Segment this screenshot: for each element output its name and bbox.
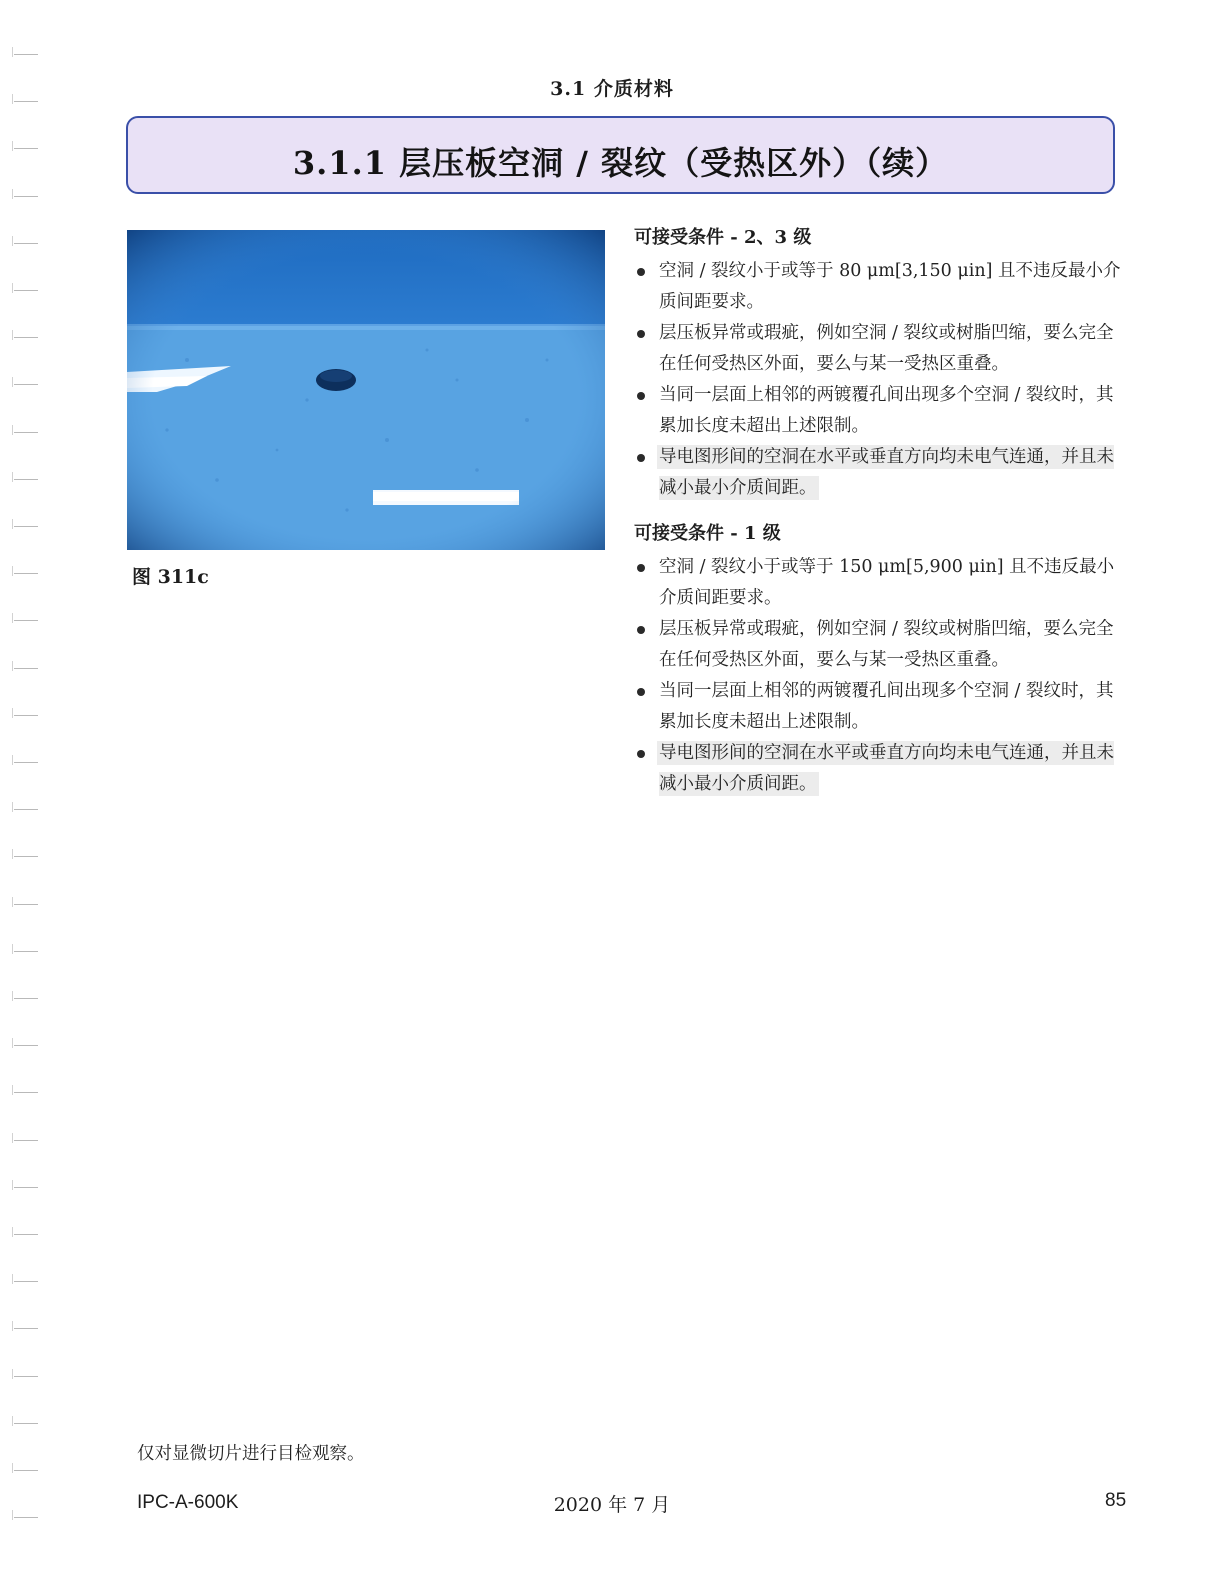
page-title: 3.1.1 层压板空洞 / 裂纹（受热区外）（续） [292,144,949,182]
title-banner [126,116,1115,194]
binder-tick [14,196,38,197]
binder-tick [14,337,38,338]
bullet-icon [637,454,645,462]
binder-tick [14,243,38,244]
binder-tick [14,1328,38,1329]
binder-tick [14,1517,38,1518]
list-item: 当同一层面上相邻的两镀覆孔间出现多个空洞 / 裂纹时，其累加长度未超出上述限制。 [634,676,1124,738]
binder-tick [14,951,38,952]
microsection-image [127,230,605,550]
list-item: 当同一层面上相邻的两镀覆孔间出现多个空洞 / 裂纹时，其累加长度未超出上述限制。 [634,380,1124,442]
bullet-icon [637,330,645,338]
binder-tick [14,1140,38,1141]
binder-tick [14,148,38,149]
binder-tick [14,1423,38,1424]
binder-tick [14,904,38,905]
binder-tick [14,1281,38,1282]
binder-tick [14,384,38,385]
bullet-icon [637,564,645,572]
page-number: 85 [1105,1490,1127,1511]
binder-tick [14,668,38,669]
binder-tick [14,479,38,480]
binder-tick [14,1092,38,1093]
list-item: 导电图形间的空洞在水平或垂直方向均未电气连通，并且未减小最小介质间距。 [634,738,1124,800]
list-item: 导电图形间的空洞在水平或垂直方向均未电气连通，并且未减小最小介质间距。 [634,442,1124,504]
footnote: 仅对显微切片进行目检观察。 [137,1444,365,1464]
binder-tick [14,620,38,621]
binder-tick [14,1234,38,1235]
binder-tick [14,101,38,102]
section-label: 3.1 介质材料 [550,78,674,100]
acceptable-class-1 [634,522,1124,800]
footer-doc-id: IPC-A-600K [137,1492,239,1513]
binder-tick [14,1470,38,1471]
microsection-photo [127,230,605,550]
binder-tick [14,54,38,55]
binder-tick [14,290,38,291]
footer-date: 2020 年 7 月 [553,1494,671,1516]
bullet-icon [637,750,645,758]
bullet-icon [637,268,645,276]
binder-tick [14,762,38,763]
binder-margin [0,0,55,1584]
binder-tick [14,856,38,857]
class-2-3-heading: 可接受条件 - 2、3 级 [634,227,812,248]
list-item: 空洞 / 裂纹小于或等于 80 μm[3,150 μin] 且不违反最小介质间距要求。 [634,256,1124,318]
binder-tick [14,432,38,433]
bullet-icon [637,626,645,634]
list-item: 层压板异常或瑕疵，例如空洞 / 裂纹或树脂凹缩，要么完全在任何受热区外面，要么与某一受热区重叠。 [634,318,1124,380]
acceptable-class-2-3 [634,226,1124,504]
binder-tick [14,1045,38,1046]
bullet-icon [637,688,645,696]
binder-tick [14,573,38,574]
figure-caption: 图 311c [132,566,209,588]
binder-tick [14,1187,38,1188]
binder-tick [14,1376,38,1377]
binder-tick [14,809,38,810]
binder-tick [14,715,38,716]
bullet-icon [637,392,645,400]
list-item: 空洞 / 裂纹小于或等于 150 μm[5,900 μin] 且不违反最小介质间距要求。 [634,552,1124,614]
class-1-heading: 可接受条件 - 1 级 [634,523,781,544]
binder-tick [14,998,38,999]
list-item: 层压板异常或瑕疵，例如空洞 / 裂纹或树脂凹缩，要么完全在任何受热区外面，要么与某一受热区重叠。 [634,614,1124,676]
binder-tick [14,526,38,527]
